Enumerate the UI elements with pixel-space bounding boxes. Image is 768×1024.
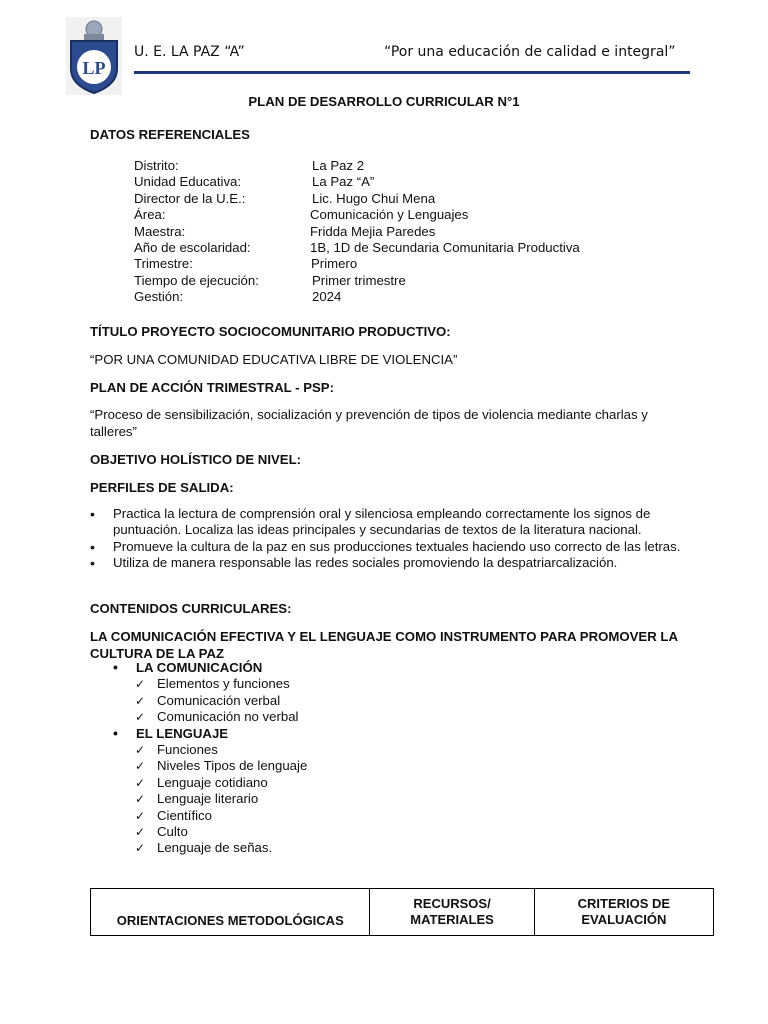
contenidos-heading: CONTENIDOS CURRICULARES: xyxy=(90,601,292,616)
content-item xyxy=(113,808,307,824)
section-title-text: EL LENGUAJE xyxy=(136,725,229,741)
perfil-item-text: Utiliza de manera responsable las redes sociales promoviendo la despatriarcalización. xyxy=(113,555,618,571)
contenidos-subheading: LA COMUNICACIÓN EFECTIVA Y EL LENGUAJE COMO INSTRUMENTO PARA PROMOVER LA CULTURA DE LA PAZ xyxy=(90,629,678,661)
content-item xyxy=(113,791,307,807)
bullet-icon: • xyxy=(113,659,118,675)
checkmark-icon: ✓ xyxy=(135,792,146,807)
perfil-item xyxy=(90,539,682,555)
checkmark-icon: ✓ xyxy=(135,677,146,692)
content-item-text: Lenguaje de señas. xyxy=(157,840,273,856)
section-title xyxy=(113,660,307,676)
perfiles-list xyxy=(90,506,682,572)
content-item-text: Niveles Tipos de lenguaje xyxy=(157,758,308,774)
datos-value: Comunicación y Lenguajes xyxy=(310,207,469,223)
content-item xyxy=(113,840,307,856)
content-item-text: Lenguaje literario xyxy=(157,791,259,807)
perfil-item-text: Promueve la cultura de la paz en sus producciones textuales haciendo uso correcto de las letras. xyxy=(113,538,681,554)
content-item xyxy=(113,775,307,791)
checkmark-icon: ✓ xyxy=(135,759,146,774)
datos-label: Gestión: xyxy=(134,289,184,305)
content-item-text: Elementos y funciones xyxy=(157,676,290,692)
datos-label: Unidad Educativa: xyxy=(134,174,242,190)
school-crest-logo xyxy=(66,17,122,95)
datos-label: Área: xyxy=(134,207,166,223)
proyecto-heading: TÍTULO PROYECTO SOCIOCOMUNITARIO PRODUCTIVO: xyxy=(90,324,451,339)
table-header-cell: CRITERIOS DE EVALUACIÓN xyxy=(534,889,713,936)
datos-value: Primer trimestre xyxy=(312,272,406,288)
checkmark-icon: ✓ xyxy=(135,775,146,790)
datos-value: 1B, 1D de Secundaria Comunitaria Productiva xyxy=(310,239,580,255)
checkmark-icon: ✓ xyxy=(135,710,146,725)
datos-label: Tiempo de ejecución: xyxy=(134,272,259,288)
content-item xyxy=(113,742,307,758)
content-item-text: Comunicación verbal xyxy=(157,692,281,708)
content-item-text: Funciones xyxy=(157,742,218,758)
content-item xyxy=(113,676,307,692)
perfil-item-text: Practica la lectura de comprensión oral y silenciosa empleando correctamente los signos de puntuación. Localiza las ideas principales y secundarias de textos de la literatura nacional. xyxy=(113,506,651,538)
table-header-cell: RECURSOS/ MATERIALES xyxy=(370,889,534,936)
datos-label: Trimestre: xyxy=(134,256,193,272)
perfiles-heading: PERFILES DE SALIDA: xyxy=(90,480,234,495)
table-header-row xyxy=(91,889,714,936)
perfil-item xyxy=(90,506,682,539)
datos-label: Maestra: xyxy=(134,223,186,239)
datos-label: Distrito: xyxy=(134,158,179,173)
content-item xyxy=(113,758,307,774)
content-item-text: Comunicación no verbal xyxy=(157,709,299,725)
checkmark-icon: ✓ xyxy=(135,743,146,758)
header-divider xyxy=(134,71,690,74)
checkmark-icon: ✓ xyxy=(135,808,146,823)
orientaciones-table xyxy=(90,888,714,936)
plan-accion-text: “Proceso de sensibilización, socialización y prevención de tipos de violencia mediante charlas y talleres” xyxy=(90,407,648,439)
bullet-icon: • xyxy=(90,555,95,572)
section-title xyxy=(113,726,307,742)
checkmark-icon: ✓ xyxy=(135,693,146,708)
bullet-icon: • xyxy=(90,538,95,555)
objetivo-heading: OBJETIVO HOLÍSTICO DE NIVEL: xyxy=(90,452,302,467)
contenidos-sections xyxy=(113,660,307,857)
content-item-text: Lenguaje cotidiano xyxy=(157,774,268,790)
section-title-text: LA COMUNICACIÓN xyxy=(136,660,263,675)
content-item-text: Culto xyxy=(157,824,188,840)
datos-value: Fridda Mejia Paredes xyxy=(310,223,436,239)
school-motto: “Por una educación de calidad e integral” xyxy=(384,44,676,60)
datos-value: Lic. Hugo Chui Mena xyxy=(312,190,436,206)
content-item xyxy=(113,693,307,709)
svg-text:LP: LP xyxy=(82,58,106,78)
datos-heading: DATOS REFERENCIALES xyxy=(90,127,250,142)
proyecto-text: “POR UNA COMUNIDAD EDUCATIVA LIBRE DE VIOLENCIA” xyxy=(90,352,458,367)
school-name: U. E. LA PAZ “A” xyxy=(134,44,245,60)
datos-value: 2024 xyxy=(312,289,342,305)
checkmark-icon: ✓ xyxy=(135,825,146,840)
content-item xyxy=(113,709,307,725)
checkmark-icon: ✓ xyxy=(135,841,146,856)
bullet-icon: • xyxy=(90,506,95,522)
content-item-text: Científico xyxy=(157,807,212,823)
content-item xyxy=(113,824,307,840)
table-header-cell: ORIENTACIONES METODOLÓGICAS xyxy=(91,889,370,936)
plan-accion-heading: PLAN DE ACCIÓN TRIMESTRAL - PSP: xyxy=(90,380,334,395)
bullet-icon: • xyxy=(113,724,118,741)
datos-label: Director de la U.E.: xyxy=(134,190,246,206)
datos-value: La Paz 2 xyxy=(312,158,365,173)
document-title: PLAN DE DESARROLLO CURRICULAR N°1 xyxy=(248,94,520,109)
datos-label: Año de escolaridad: xyxy=(134,239,251,255)
datos-value: Primero xyxy=(311,256,358,272)
datos-value: La Paz “A” xyxy=(312,174,375,190)
perfil-item xyxy=(90,555,682,571)
